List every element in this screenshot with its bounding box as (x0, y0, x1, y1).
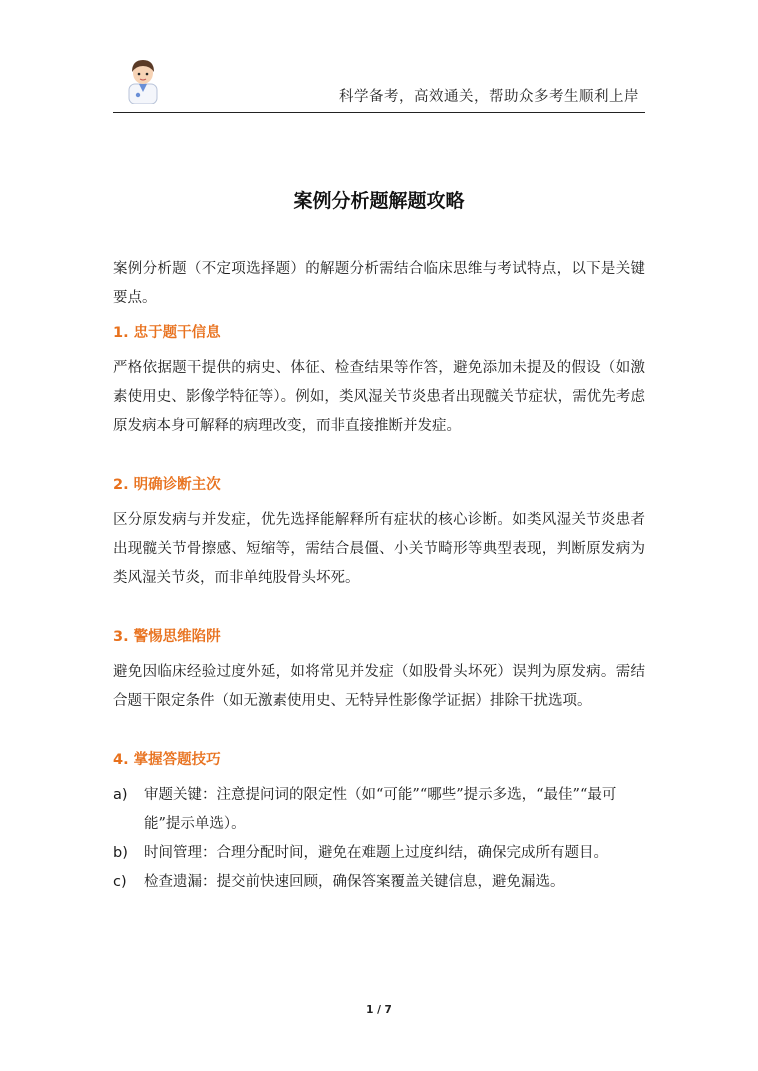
doctor-avatar-icon (121, 54, 165, 104)
header-slogan: 科学备考，高效通关，帮助众多考生顺利上岸 (339, 89, 639, 105)
page-title: 案例分析题解题攻略 (293, 190, 465, 212)
page-header (113, 52, 645, 113)
section-2-body: 区分原发病与并发症，优先选择能解释所有症状的核心诊断。如类风湿关节炎患者出现髋关节骨擦感、短缩等，需结合晨僵、小关节畸形等典型表现，判断原发病为类风湿关节炎，而非单纯股骨头坏死。 (113, 512, 645, 586)
list-item-text: 审题关键：注意提问词的限定性（如“可能”“哪些”提示多选，“最佳”“最可能”提示单选）。 (144, 787, 617, 832)
section-4-heading: 4. 掌握答题技巧 (113, 752, 221, 768)
list-item (113, 839, 645, 868)
section-3-body: 避免因临床经验过度外延，如将常见并发症（如股骨头坏死）误判为原发病。需结合题干限定条件（如无激素使用史、无特异性影像学证据）排除干扰选项。 (113, 664, 645, 709)
article-body (113, 255, 645, 897)
list-item (113, 781, 645, 839)
intro-paragraph: 案例分析题（不定项选择题）的解题分析需结合临床思维与考试特点，以下是关键要点。 (113, 261, 645, 306)
section-2-heading: 2. 明确诊断主次 (113, 477, 221, 493)
list-marker: a) (113, 787, 128, 803)
list-item (113, 868, 645, 897)
list-marker: b) (113, 845, 128, 861)
page-number: 1 / 7 (366, 1004, 392, 1016)
section-1-heading: 1. 忠于题干信息 (113, 325, 221, 341)
tips-list (113, 781, 645, 897)
list-marker: c) (113, 874, 127, 890)
list-item-text: 检查遗漏：提交前快速回顾，确保答案覆盖关键信息，避免漏选。 (144, 874, 565, 890)
list-item-text: 时间管理：合理分配时间，避免在难题上过度纠结，确保完成所有题目。 (144, 845, 608, 861)
section-3-heading: 3. 警惕思维陷阱 (113, 629, 221, 645)
section-1-body: 严格依据题干提供的病史、体征、检查结果等作答，避免添加未提及的假设（如激素使用史、影像学特征等）。例如，类风湿关节炎患者出现髋关节症状，需优先考虑原发病本身可解释的病理改变，而非直接推断并发症。 (113, 360, 645, 434)
